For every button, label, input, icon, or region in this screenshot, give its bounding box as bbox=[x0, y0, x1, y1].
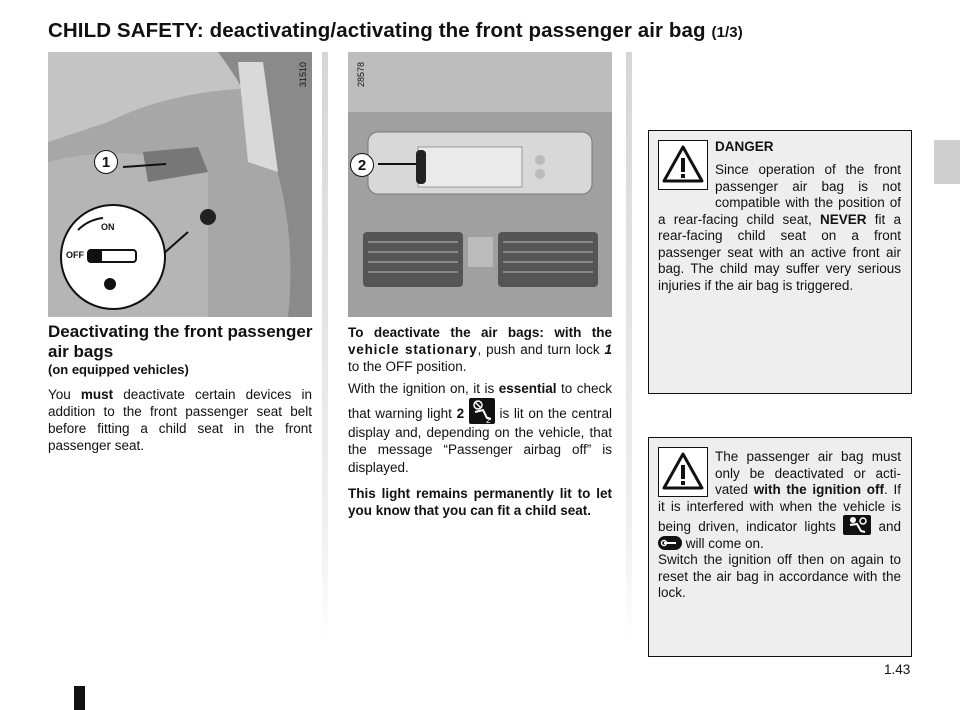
text-run: Switch the ignition off then on again to reset the air bag in accordance with the lock. bbox=[658, 552, 901, 600]
emphasis: must bbox=[80, 387, 114, 402]
emphasis: NEVER bbox=[820, 211, 867, 227]
page-of-indicator: (1/3) bbox=[711, 24, 743, 41]
callout-1: 1 bbox=[94, 150, 118, 174]
icon-spacer bbox=[658, 449, 715, 497]
text-run: will come on. bbox=[682, 535, 764, 551]
airbag-lock-drawing bbox=[48, 52, 312, 317]
text-run: Since operation of the front passenger air bag is not compatible with the position of a rear-facing child seat, bbox=[658, 162, 901, 227]
danger-heading: DANGER bbox=[715, 139, 774, 154]
switch-on-label: ON bbox=[101, 222, 115, 232]
light-reference: 2 bbox=[456, 405, 465, 421]
section-subtitle: (on equipped vehicles) bbox=[48, 362, 189, 377]
text-run: The passenger air bag must only be deactivated or activated bbox=[715, 449, 901, 497]
text-run: to check that warning light bbox=[348, 381, 612, 421]
column-divider bbox=[626, 52, 632, 642]
page-number: 1.43 bbox=[884, 662, 911, 677]
figure-code: 31510 bbox=[298, 62, 308, 88]
lock-reference: 1 bbox=[604, 342, 612, 357]
emphasis: with the ignition off bbox=[753, 482, 885, 497]
text-run: . If it is interfered with when the vehicle is being driven, indicator lights bbox=[658, 482, 901, 534]
figure-code: 28578 bbox=[356, 62, 366, 88]
page-title bbox=[48, 19, 743, 43]
text-run: deactivate certain devices in addition to the front passenger seat belt before fitting a child seat in the front passenger seat. bbox=[48, 387, 312, 453]
svg-text:2: 2 bbox=[485, 415, 491, 424]
airbag-off-warning-light-icon bbox=[469, 398, 495, 424]
text-run: , push and turn lock bbox=[477, 342, 605, 357]
icon-spacer bbox=[658, 162, 715, 210]
text-run: fit a rear-facing child seat on a front passenger seat with an active front air bag. The child may suffer very serious injuries if the air bag is triggered. bbox=[658, 211, 901, 293]
danger-box bbox=[648, 130, 912, 394]
text-run: is lit on the central display and, depending on the vehicle, that the message “Passenger airbag off” is displayed. bbox=[348, 405, 612, 475]
emphasis: To deactivate the air bags: with the bbox=[348, 325, 612, 340]
airbag-lock-illustration bbox=[48, 52, 312, 317]
central-console-drawing bbox=[348, 52, 612, 317]
passenger-airbag-icon bbox=[843, 515, 871, 535]
danger-text bbox=[658, 162, 901, 294]
caution-text bbox=[658, 449, 901, 602]
title-text: CHILD SAFETY: deactivating/activating the front passenger air bag bbox=[48, 19, 706, 42]
intro-paragraph bbox=[48, 386, 312, 454]
chapter-tab bbox=[934, 140, 960, 184]
emphasis: vehicle stationary bbox=[348, 342, 478, 357]
instruction-paragraph bbox=[348, 324, 612, 375]
service-wrench-icon bbox=[658, 536, 682, 550]
check-paragraph bbox=[348, 380, 612, 476]
switch-off-label: OFF bbox=[66, 250, 84, 260]
text-run: to the OFF position. bbox=[348, 359, 467, 374]
text-run: You bbox=[48, 387, 81, 402]
section-title: Deactivating the front passenger air bags bbox=[48, 322, 313, 361]
central-console-illustration bbox=[348, 52, 612, 317]
permanent-light-paragraph: This light remains permanently lit to let you know that you can fit a child seat. bbox=[348, 486, 612, 518]
text-run: With the ignition on, it is bbox=[348, 381, 499, 396]
text-run: and bbox=[871, 519, 901, 534]
emphasis: essential bbox=[498, 381, 557, 396]
callout-2: 2 bbox=[350, 153, 374, 177]
column-divider bbox=[322, 52, 328, 642]
corner-mark bbox=[74, 686, 85, 710]
caution-box bbox=[648, 437, 912, 657]
